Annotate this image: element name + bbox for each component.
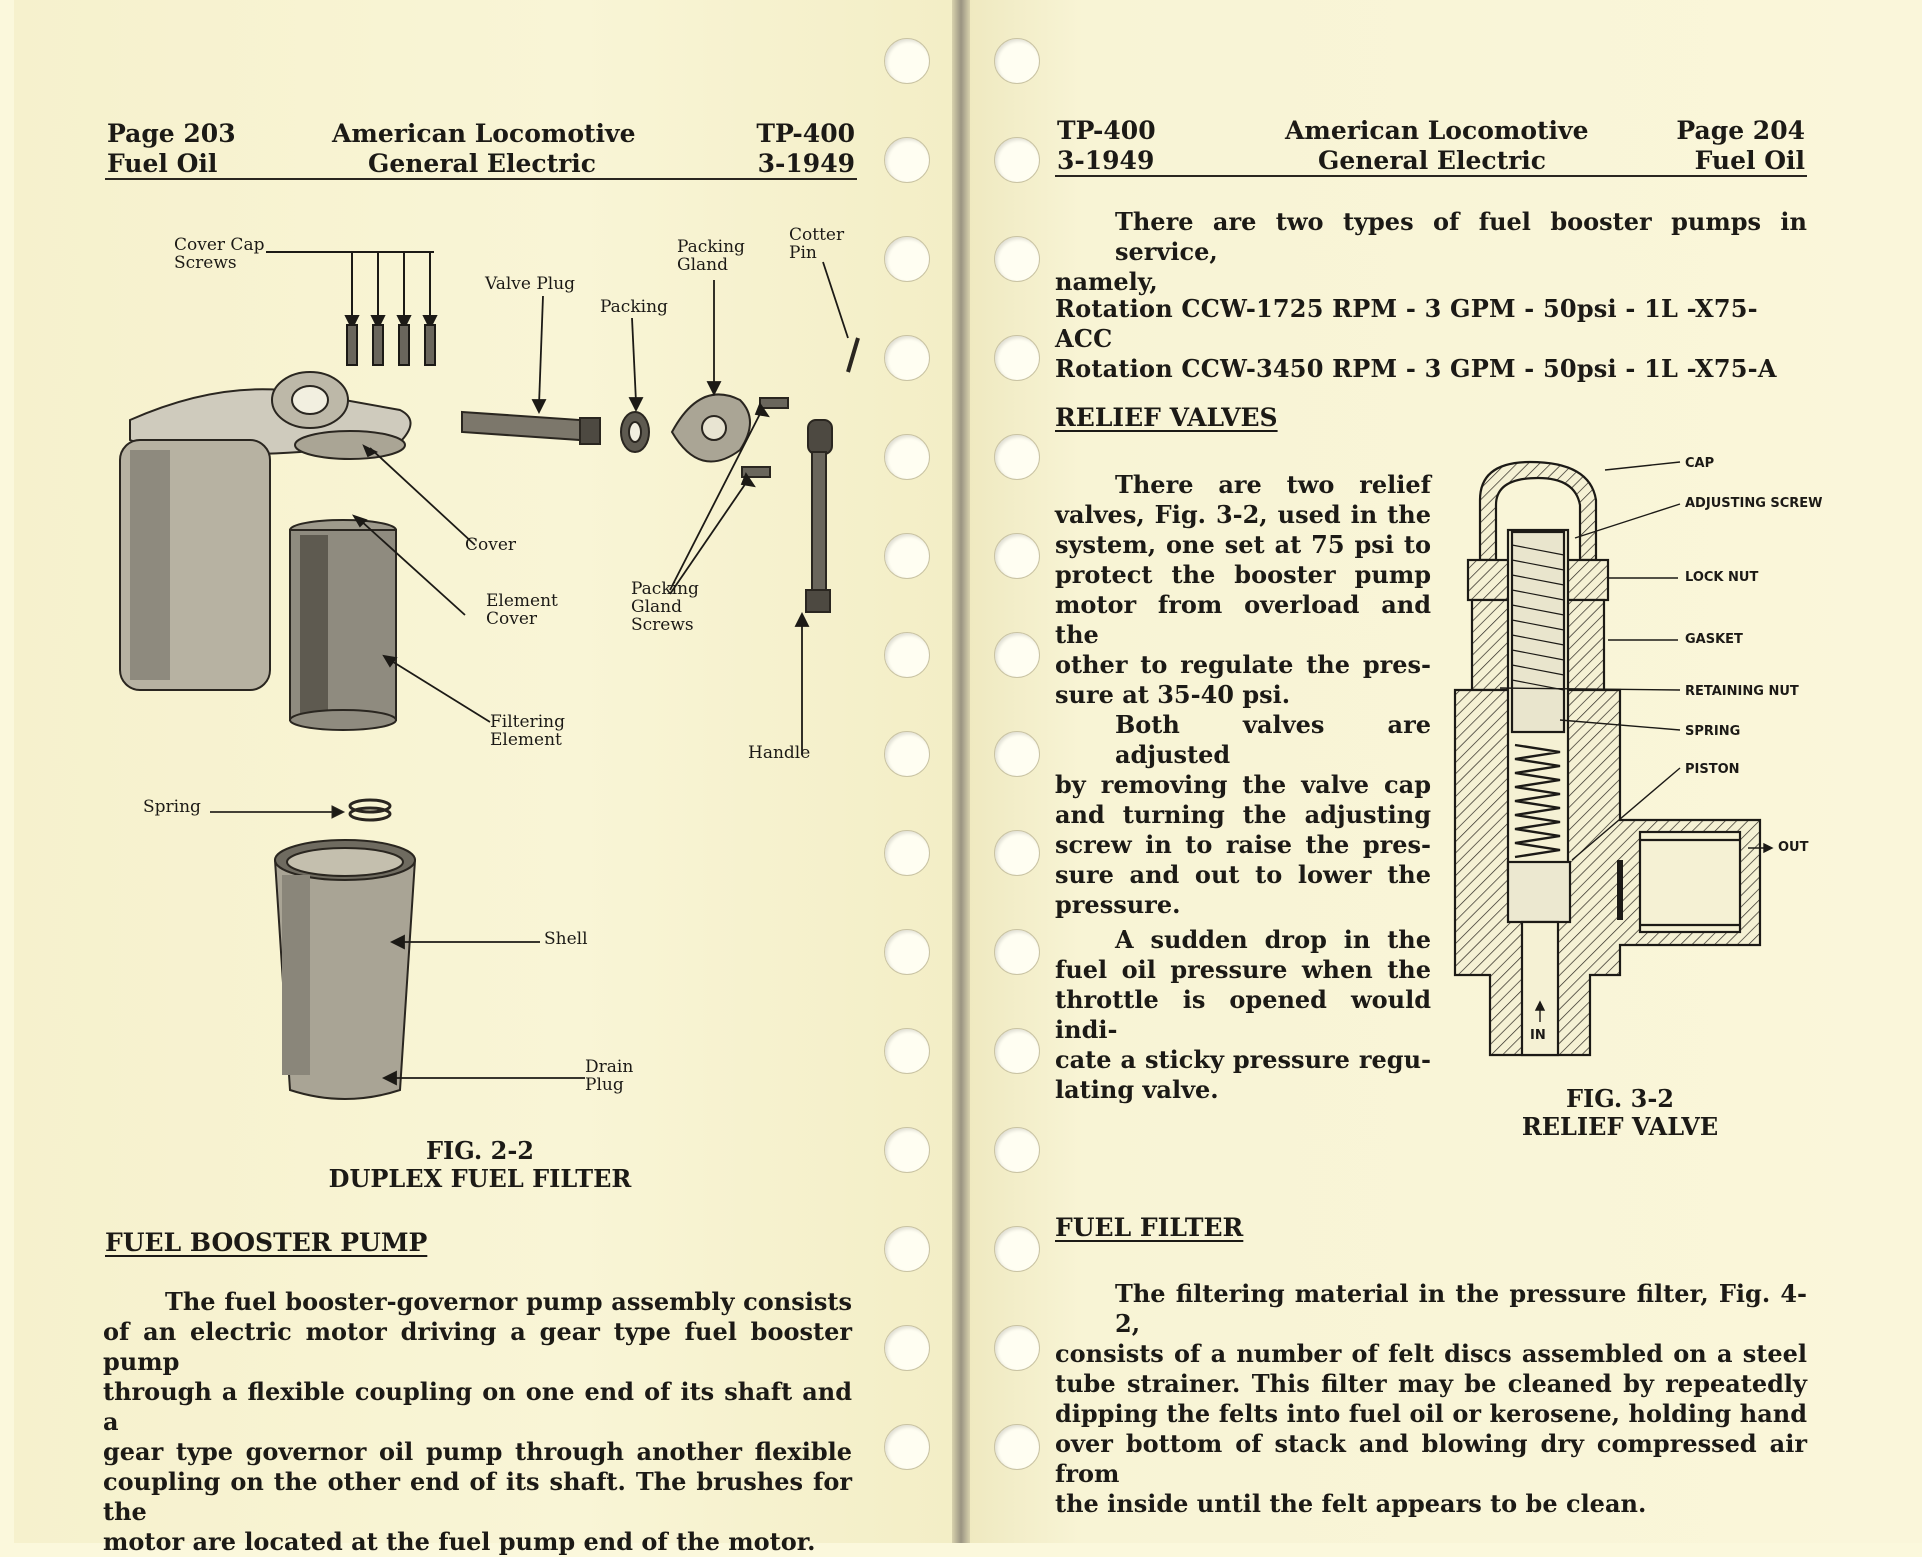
label-valve-plug: Valve Plug: [485, 274, 576, 294]
doc-number: TP-400: [756, 119, 855, 148]
page-number-right: Page 204: [1676, 116, 1805, 145]
label-packing-gland-2: Gland: [677, 255, 728, 275]
relief-line: system, one set at 75 psi to: [1055, 530, 1431, 559]
valve-label-piston: PISTON: [1685, 762, 1740, 777]
filter-line: over bottom of stack and blowing dry compressed air from: [1055, 1429, 1807, 1488]
label-element-cover-1: Element: [486, 591, 558, 611]
filter-line: consists of a number of felt discs assembled on a steel: [1055, 1339, 1807, 1368]
label-cover: Cover: [465, 535, 517, 555]
valve-label-adjusting-screw: ADJUSTING SCREW: [1685, 496, 1823, 511]
valve-caption-title: RELIEF VALVE: [1521, 1112, 1719, 1141]
doc-date: 3-1949: [757, 149, 855, 178]
section-heading-fuel-filter: FUEL FILTER: [1055, 1213, 1244, 1242]
label-packing-gland-screws-1: Packing: [631, 579, 699, 599]
relief-line: valves, Fig. 3-2, used in the: [1055, 500, 1431, 529]
label-filtering-element-2: Element: [490, 730, 562, 750]
relief-line: lating valve.: [1055, 1075, 1219, 1104]
section-heading-relief-valves: RELIEF VALVES: [1055, 403, 1278, 432]
relief-line: and turning the adjusting: [1055, 800, 1431, 829]
relief-line: screw in to raise the pres-: [1055, 830, 1431, 859]
relief-line: throttle is opened would indi-: [1055, 985, 1431, 1044]
relief-line: pressure.: [1055, 890, 1181, 919]
company-line1: American Locomotive: [332, 119, 636, 148]
fuel-booster-pump-paragraph: [103, 1287, 852, 1557]
label-element-cover-2: Cover: [486, 609, 538, 629]
company-line1-right: American Locomotive: [1285, 116, 1589, 145]
relief-line: protect the booster pump: [1055, 560, 1431, 589]
label-packing: Packing: [600, 297, 668, 317]
company-line2: General Electric: [368, 149, 597, 178]
label-cotter-pin-2: Pin: [789, 243, 817, 263]
binder-hole: [994, 1226, 1040, 1272]
relief-line: cate a sticky pressure regu-: [1055, 1045, 1431, 1074]
paragraph-line: motor are located at the fuel pump end of the motor.: [103, 1527, 816, 1556]
intro-line: namely,: [1055, 267, 1158, 296]
paragraph-line: of an electric motor driving a gear type fuel booster pump: [103, 1317, 852, 1376]
label-cover-cap-screws-2: Screws: [174, 253, 237, 273]
valve-label-cap: CAP: [1685, 456, 1715, 471]
filter-line: tube strainer. This filter may be cleaned by repeatedly: [1055, 1369, 1807, 1398]
section-name-right: Fuel Oil: [1694, 146, 1805, 175]
paragraph-line: coupling on the other end of its shaft. The brushes for the: [103, 1467, 852, 1526]
valve-label-in: IN: [1530, 1028, 1546, 1043]
relief-line: sure at 35-40 psi.: [1055, 680, 1291, 709]
binder-hole: [884, 1325, 930, 1371]
doc-date-right: 3-1949: [1057, 146, 1155, 175]
relief-line: sure and out to lower the: [1055, 860, 1431, 889]
valve-label-spring: SPRING: [1685, 724, 1741, 739]
binder-hole: [994, 1424, 1040, 1470]
relief-line: Both valves are adjusted: [1115, 710, 1431, 769]
label-packing-gland-screws-3: Screws: [631, 615, 694, 635]
filter-line: dipping the felts into fuel oil or kerosene, holding hand: [1055, 1399, 1807, 1428]
label-handle: Handle: [748, 743, 811, 763]
valve-label-out: OUT: [1778, 840, 1809, 855]
pump-type-item: Rotation CCW-3450 RPM - 3 GPM - 50psi - 1L -X75-A: [1055, 354, 1777, 383]
paragraph-line: gear type governor oil pump through another flexible: [103, 1437, 852, 1466]
relief-line: other to regulate the pres-: [1055, 650, 1431, 679]
filter-line: The filtering material in the pressure filter, Fig. 4-2,: [1115, 1279, 1807, 1338]
relief-line: by removing the valve cap: [1055, 770, 1431, 799]
label-filtering-element-1: Filtering: [490, 712, 565, 732]
fuel-filter-paragraph: [1055, 1279, 1807, 1519]
label-shell: Shell: [544, 929, 588, 949]
relief-line: motor from overload and the: [1055, 590, 1431, 649]
relief-line: There are two relief: [1115, 470, 1431, 499]
valve-label-retaining-nut: RETAINING NUT: [1685, 684, 1799, 699]
label-cotter-pin-1: Cotter: [789, 225, 845, 245]
valve-label-gasket: GASKET: [1685, 632, 1743, 647]
label-spring: Spring: [143, 797, 201, 817]
label-drain-plug-2: Plug: [585, 1075, 624, 1095]
doc-number-right: TP-400: [1057, 116, 1156, 145]
binder-hole: [884, 1226, 930, 1272]
section-heading-fuel-booster-pump: FUEL BOOSTER PUMP: [105, 1228, 428, 1257]
paragraph-line: through a flexible coupling on one end of its shaft and a: [103, 1377, 852, 1436]
filter-line: the inside until the felt appears to be clean.: [1055, 1489, 1647, 1518]
page-number: Page 203: [107, 119, 236, 148]
company-line2-right: General Electric: [1318, 146, 1547, 175]
section-name: Fuel Oil: [107, 149, 218, 178]
relief-line: fuel oil pressure when the: [1055, 955, 1431, 984]
intro-line: There are two types of fuel booster pumps in service,: [1115, 207, 1807, 266]
valve-label-lock-nut: LOCK NUT: [1685, 570, 1759, 585]
figure-caption-title: DUPLEX FUEL FILTER: [328, 1164, 632, 1193]
binder-hole: [884, 1424, 930, 1470]
label-drain-plug-1: Drain: [585, 1057, 634, 1077]
label-cover-cap-screws-1: Cover Cap: [174, 235, 265, 255]
relief-line: A sudden drop in the: [1115, 925, 1431, 954]
label-packing-gland-1: Packing: [677, 237, 745, 257]
paragraph-line: The fuel booster-governor pump assembly consists: [165, 1287, 852, 1316]
label-packing-gland-screws-2: Gland: [631, 597, 682, 617]
figure-caption-number: FIG. 2-2: [426, 1136, 534, 1165]
valve-caption-number: FIG. 3-2: [1566, 1084, 1674, 1113]
binder-hole: [994, 1325, 1040, 1371]
pump-type-item: Rotation CCW-1725 RPM - 3 GPM - 50psi - 1L -X75-ACC: [1055, 294, 1758, 353]
